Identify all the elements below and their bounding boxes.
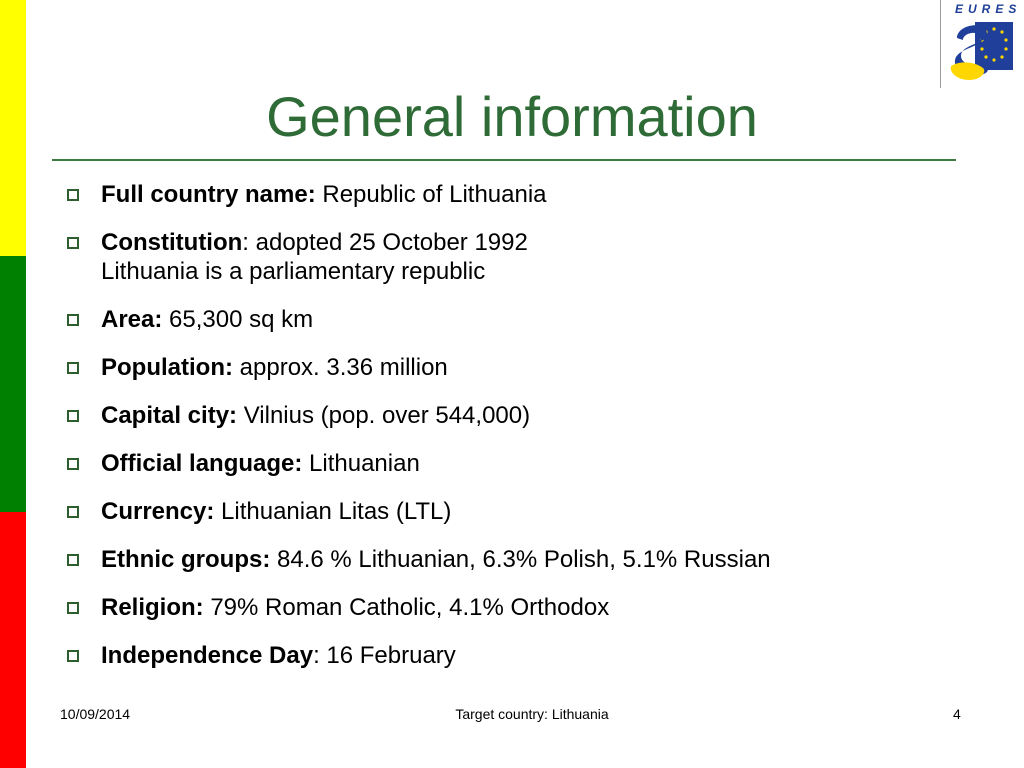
item-label: Area:	[101, 306, 163, 333]
square-bullet-icon	[67, 458, 79, 470]
item-value: 84.6 % Lithuanian, 6.3% Polish, 5.1% Russian	[270, 546, 771, 573]
item-value-line2: Lithuania is a parliamentary republic	[101, 258, 486, 285]
list-item-capital-city	[60, 401, 960, 430]
list-item-population	[60, 353, 960, 382]
page-title: General information	[266, 85, 758, 148]
list-item-constitution	[60, 228, 960, 286]
square-bullet-icon	[67, 314, 79, 326]
square-bullet-icon	[67, 410, 79, 422]
item-label: Full country name:	[101, 181, 316, 208]
eures-logo	[940, 0, 1024, 88]
item-value: Lithuanian	[302, 450, 420, 477]
item-label: Constitution	[101, 229, 243, 256]
list-item-area	[60, 305, 960, 334]
list-item-full-country-name	[60, 180, 960, 209]
item-value: Lithuanian Litas (LTL)	[214, 498, 452, 525]
item-label: Capital city:	[101, 402, 238, 429]
item-value: approx. 3.36 million	[232, 354, 448, 381]
square-bullet-icon	[67, 362, 79, 374]
square-bullet-icon	[67, 554, 79, 566]
footer-title: Target country: Lithuania	[455, 706, 609, 722]
square-bullet-icon	[67, 602, 79, 614]
item-value: 65,300 sq km	[162, 306, 314, 333]
square-bullet-icon	[67, 506, 79, 518]
square-bullet-icon	[67, 237, 79, 249]
item-value: : adopted 25 October 1992	[242, 229, 528, 256]
list-item-official-language	[60, 449, 960, 478]
item-value: : 16 February	[313, 642, 456, 669]
item-label: Ethnic groups:	[101, 546, 271, 573]
square-bullet-icon	[67, 189, 79, 201]
list-item-religion	[60, 593, 960, 622]
footer-date: 10/09/2014	[60, 706, 131, 722]
square-bullet-icon	[67, 650, 79, 662]
flag-stripe-red	[0, 512, 26, 768]
item-label: Official language:	[101, 450, 303, 477]
slide-number: 4	[953, 706, 961, 722]
title-divider	[52, 159, 956, 161]
item-value: Republic of Lithuania	[315, 181, 547, 208]
flag-stripe-green	[0, 256, 26, 512]
item-value: 79% Roman Catholic, 4.1% Orthodox	[203, 594, 610, 621]
item-value: Vilnius (pop. over 544,000)	[237, 402, 531, 429]
eures-emblem-icon	[947, 16, 1019, 84]
item-label: Population:	[101, 354, 233, 381]
list-item-independence-day	[60, 641, 960, 670]
item-label: Currency:	[101, 498, 215, 525]
list-item-ethnic-groups	[60, 545, 960, 574]
logo-text: EURES	[955, 2, 1022, 16]
info-list	[60, 180, 960, 689]
item-label: Religion:	[101, 594, 204, 621]
item-label: Independence Day	[101, 642, 314, 669]
list-item-currency	[60, 497, 960, 526]
